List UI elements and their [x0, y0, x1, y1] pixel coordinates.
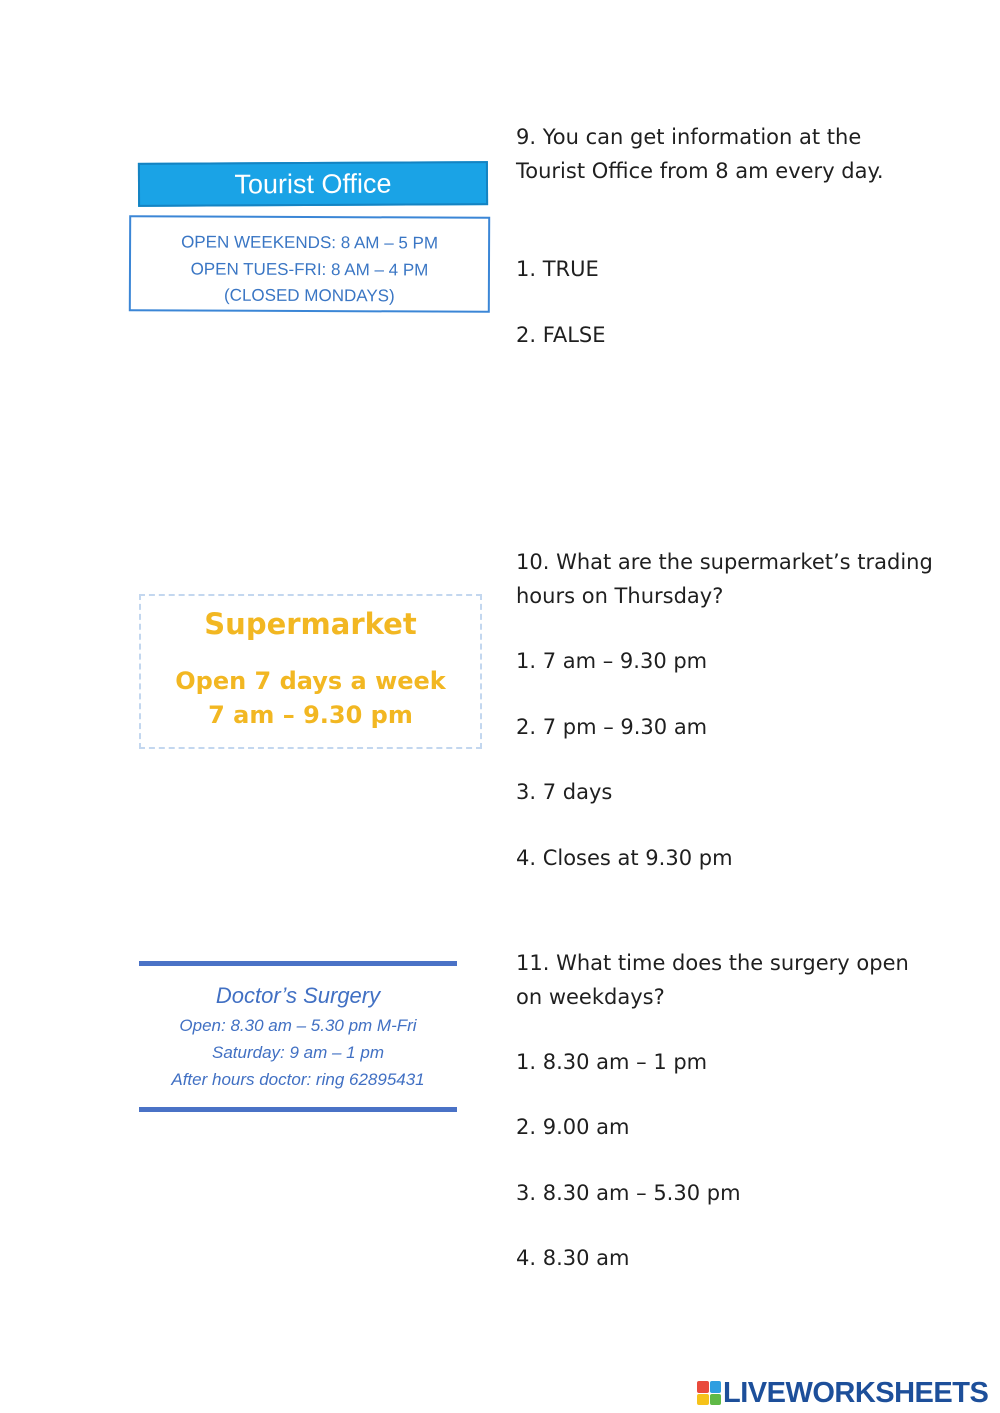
question-11-option-1[interactable]: 1. 8.30 am – 1 pm: [516, 1050, 708, 1074]
question-10-option-1[interactable]: 1. 7 am – 9.30 pm: [516, 649, 708, 673]
liveworksheets-logo-text: LIVEWORKSHEETS: [723, 1376, 989, 1409]
question-11-option-3[interactable]: 3. 8.30 am – 5.30 pm: [516, 1181, 741, 1205]
question-9-option-1[interactable]: 1. TRUE: [516, 257, 599, 281]
doctor-weekday-hours: Open: 8.30 am – 5.30 pm M-Fri: [179, 1016, 417, 1035]
question-11-option-2[interactable]: 2. 9.00 am: [516, 1115, 630, 1139]
tourist-hours-weekends: OPEN WEEKENDS: 8 AM – 5 PM: [181, 232, 439, 253]
liveworksheets-logo[interactable]: [697, 1378, 988, 1408]
question-11-option-4[interactable]: 4. 8.30 am: [516, 1246, 630, 1270]
logo-square-green: [710, 1394, 722, 1406]
doctor-sign-top-rule: [139, 961, 457, 966]
question-9-text: 9. You can get information at the Tourist Office from 8 am every day.: [516, 125, 884, 183]
logo-square-yellow: [697, 1394, 709, 1406]
doctor-surgery-title: Doctor’s Surgery: [215, 983, 381, 1008]
tourist-hours-weekdays: OPEN TUES-FRI: 8 AM – 4 PM: [190, 258, 429, 280]
doctor-after-hours: After hours doctor: ring 62895431: [171, 1070, 425, 1089]
question-10-option-3[interactable]: 3. 7 days: [516, 780, 613, 804]
supermarket-hours: 7 am – 9.30 pm: [208, 701, 413, 729]
logo-square-red: [697, 1381, 709, 1393]
tourist-office-hours-box: [129, 215, 490, 313]
tourist-closed-note: (CLOSED MONDAYS): [223, 285, 395, 306]
question-10-option-2[interactable]: 2. 7 pm – 9.30 am: [516, 715, 708, 739]
supermarket-days: Open 7 days a week: [175, 667, 446, 695]
tourist-office-title: Tourist Office: [138, 161, 488, 207]
doctor-saturday-hours: Saturday: 9 am – 1 pm: [212, 1043, 384, 1062]
logo-square-blue: [710, 1381, 722, 1393]
question-10-text: 10. What are the supermarket’s trading hours on Thursday?: [516, 550, 933, 608]
question-11-text: 11. What time does the surgery open on weekdays?: [516, 951, 909, 1009]
question-9-option-2[interactable]: 2. FALSE: [516, 323, 606, 347]
supermarket-sign: [139, 594, 482, 749]
question-10-option-4[interactable]: 4. Closes at 9.30 pm: [516, 846, 733, 870]
doctor-surgery-sign: [139, 980, 457, 1093]
liveworksheets-logo-icon: [697, 1381, 721, 1405]
doctor-sign-bottom-rule: [139, 1107, 457, 1112]
supermarket-title: Supermarket: [204, 607, 417, 641]
